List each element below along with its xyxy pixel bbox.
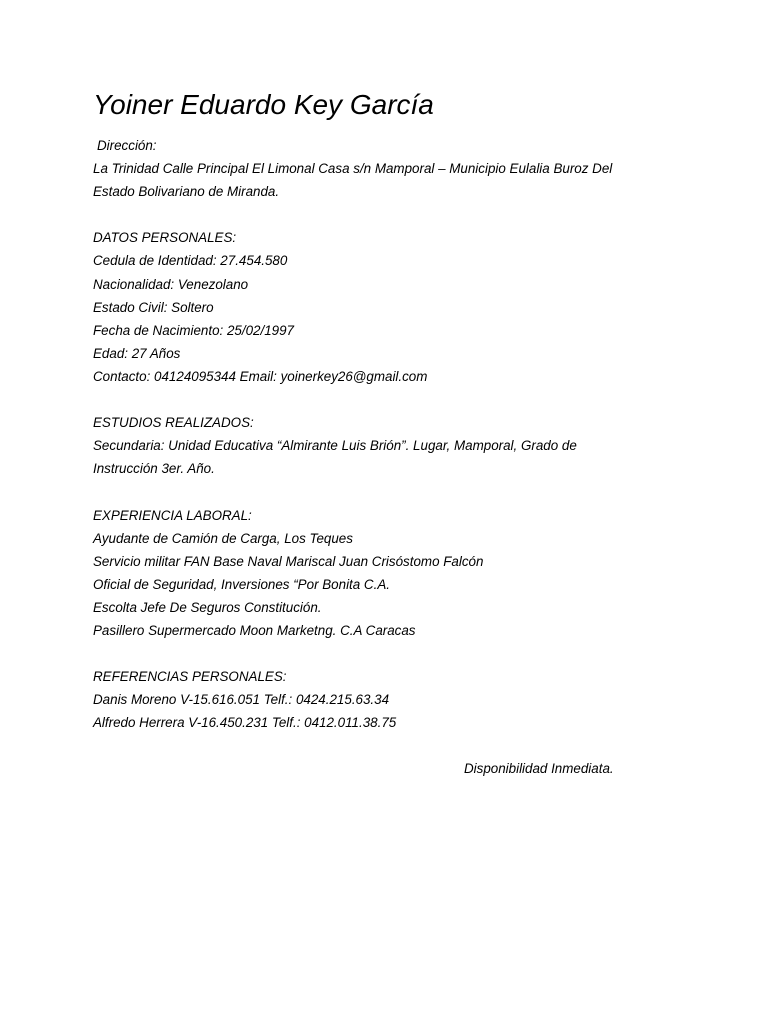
- reference-item: Danis Moreno V-15.616.051 Telf.: 0424.215.63.34: [93, 692, 390, 708]
- resume-body: [93, 134, 673, 734]
- personal-id: Cedula de Identidad: 27.454.580: [93, 253, 288, 269]
- experience-item: Oficial de Seguridad, Inversiones “Por Bonita C.A.: [93, 576, 390, 592]
- section-gap: [93, 642, 673, 665]
- address-label: Dirección:: [97, 138, 157, 153]
- section-gap: [93, 388, 673, 411]
- personal-civil-status: Estado Civil: Soltero: [93, 299, 214, 315]
- studies-heading: ESTUDIOS REALIZADOS:: [93, 415, 254, 431]
- experience-item: Escolta Jefe De Seguros Constitución.: [93, 599, 322, 615]
- personal-contact: Contacto: 04124095344 Email: yoinerkey26@gmail.com: [93, 368, 428, 384]
- reference-item: Alfredo Herrera V-16.450.231 Telf.: 0412.011.38.75: [93, 715, 397, 731]
- section-gap: [93, 203, 673, 226]
- personal-heading: DATOS PERSONALES:: [93, 230, 237, 246]
- resume-name: Yoiner Eduardo Key García: [93, 89, 434, 120]
- personal-age: Edad: 27 Años: [93, 345, 181, 361]
- references-heading: REFERENCIAS PERSONALES:: [93, 669, 287, 685]
- availability-note: Disponibilidad Inmediata.: [464, 761, 614, 776]
- experience-item: Pasillero Supermercado Moon Marketng. C.A Caracas: [93, 622, 416, 638]
- personal-nationality: Nacionalidad: Venezolano: [93, 276, 249, 292]
- address-line-1: La Trinidad Calle Principal El Limonal Casa s/n Mamporal – Municipio Eulalia Buroz Del: [93, 161, 613, 177]
- personal-birth-date: Fecha de Nacimiento: 25/02/1997: [93, 322, 294, 338]
- studies-line-1: Secundaria: Unidad Educativa “Almirante Luis Brión”. Lugar, Mamporal, Grado de: [93, 438, 577, 454]
- experience-item: Ayudante de Camión de Carga, Los Teques: [93, 530, 353, 546]
- section-gap: [93, 480, 673, 503]
- experience-item: Servicio militar FAN Base Naval Mariscal Juan Crisóstomo Falcón: [93, 553, 484, 569]
- studies-line-2: Instrucción 3er. Año.: [93, 461, 215, 477]
- address-line-2: Estado Bolivariano de Miranda.: [93, 184, 280, 200]
- experience-heading: EXPERIENCIA LABORAL:: [93, 507, 252, 523]
